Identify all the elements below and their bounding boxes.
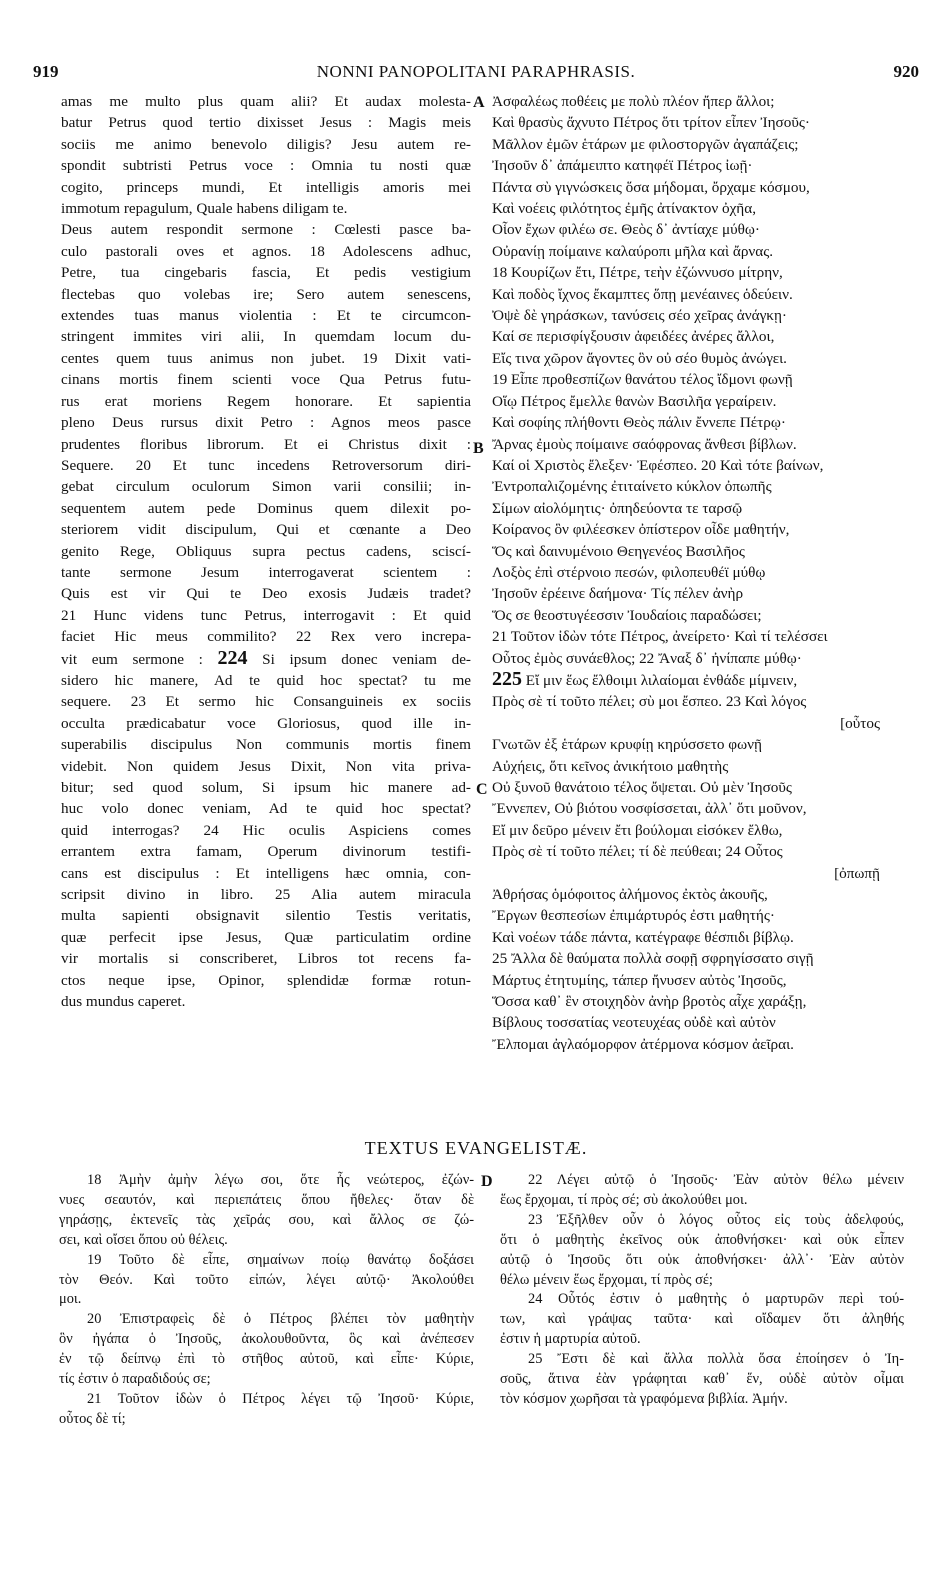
greek-verse-line: Γνωτῶν ἐξ ἑτάρων κρυφίῃ κηρύσσετο φωνῇ: [492, 736, 762, 754]
greek-verse-line: Σίμων αἰολόμητις· ὀπηδεύοντα τε ταρσῷ: [492, 499, 743, 517]
greek-verse-line: Λοξὸς ἐπὶ στέρνοιο πεσών, φιλοπευθέϊ μύθῳ: [492, 563, 766, 581]
greek-verse-line: 21 Τοῦτον ἰδὼν τότε Πέτρος, ἀνείρετο· Καὶ τί τελέσσει: [492, 628, 828, 646]
latin-line: occulta prædicabatur voce Gloriosus, quod ille in-: [61, 714, 471, 732]
latin-line: culo pastorali oves et agnos. 18 Adolescens adhuc,: [61, 242, 471, 260]
latin-line: steriorem vidit discipulum, Qui et cœnante a Deo: [61, 521, 471, 539]
latin-line: ctos neque ipse, Opinor, splendidæ formæ rotun-: [61, 971, 471, 989]
latin-line: Deus autem respondit sermone : Cœlesti pasce ba-: [61, 221, 471, 239]
latin-line: bitur; sed quod solum, Si ipsum hic manere ad-: [61, 779, 471, 796]
greek-verse-line: Οὗτος ἐμὸς συνάεθλος; 22 Ἄναξ δ᾽ ἠνίπαπε μύθῳ·: [492, 649, 802, 667]
latin-line: genito Rege, Obliquus supra pectus cadens, sciscí-: [61, 542, 471, 560]
greek-verse-line: Οἵῳ Πέτρος ἔμελλε θανὼν Βασιλῆα γεραίρειν.: [492, 392, 777, 410]
gospel-line: τίς ἐστιν ὁ παραδιδούς σε;: [59, 1371, 211, 1388]
greek-verse-line: Μάρτυς ἐτητυμίης, τάπερ ἤνυσεν αὐτὸς Ἰησοῦς,: [492, 971, 787, 989]
running-title: NONNI PANOPOLITANI PARAPHRASIS.: [316, 62, 636, 81]
greek-verse-line: Ὅς καὶ δαινυμένοιο Θεηγενέος Βασιλῆος: [492, 542, 745, 560]
latin-line: huc volo donec veniam, Ad te quid hoc spectat?: [61, 800, 471, 818]
gospel-line: γηράσῃς, ἐκτενεῖς τὰς χεῖράς σου, καὶ ἄλλος σε ζώ-: [59, 1211, 474, 1228]
greek-verse-line: Ἔννεπεν, Οὐ βιότου νοσφίσσεται, ἀλλ᾽ ὅτι μοῦνον,: [492, 800, 807, 818]
latin-line: [61, 648, 471, 670]
latin-line: stringent immites viri alii, In quemdam locum du-: [61, 328, 471, 346]
latin-line: spondit subtristi Petrus voce : Omnia tu nosti quæ: [61, 157, 471, 175]
margin-marker-d: D: [481, 1173, 493, 1190]
gospel-line: 22 Λέγει αὐτῷ ὁ Ἰησοῦς· Ἐὰν αὐτὸν θέλω μένειν: [528, 1172, 904, 1188]
greek-verse-line: Καὶ σοφίης πλήθοντι Θεὸς πάλιν ἔννεπε Πέτρῳ·: [492, 414, 786, 432]
margin-marker-c: C: [476, 781, 488, 798]
gospel-line: νυες σεαυτόν, καὶ περιεπάτεις ὅπου ἤθελες· ὅταν δὲ: [59, 1191, 474, 1208]
greek-verse-line: Ὅς σε θεοστυγέεσσιν Ἰουδαίοις παραδώσει;: [492, 606, 762, 624]
greek-verse-line: Πρὸς σὲ τί τοῦτο πέλει; σὺ μοι ἔσπεο. 23 Καὶ λόγος: [492, 693, 807, 711]
gospel-line: 19 Τοῦτο δὲ εἶπε, σημαίνων ποίῳ θανάτῳ δοξάσει: [87, 1251, 474, 1268]
greek-verse-line: [οὗτος: [840, 714, 880, 732]
greek-verse-line: Ὅσσα καθ᾽ ἓν στοιχηδὸν ἀνὴρ βροτὸς αἶχε χαράξῃ,: [492, 993, 807, 1011]
greek-verse-line: Πρὸς σὲ τί τοῦτο πέλει; τί δὲ πεύθεαι; 24 Οὗτος: [492, 843, 783, 861]
gospel-line: μοι.: [59, 1291, 82, 1308]
greek-verse-line: Ἀθρήσας ὁμόφοιτος ἀλήμονος ἐκτὸς ἀκουῆς,: [492, 886, 768, 904]
greek-verse-line: Καί σε περισφίγξουσιν ἀφειδέες ἀνέρες ἄλλοι,: [492, 328, 775, 346]
latin-line: Sequere. 20 Et tunc incedens Retroversorum diri-: [61, 456, 471, 474]
gospel-line: τὸν κόσμον χωρῆσαι τὰ γραφόμενα βιβλία. Ἀμήν.: [500, 1390, 788, 1407]
latin-line: flectebas quo volebas ire; Sero autem senescens,: [61, 285, 471, 303]
gospel-line: των, καὶ γράψας ταῦτα· καὶ οἴδαμεν ὅτι ἀληθής: [500, 1311, 904, 1328]
latin-line: vir mortalis si conscriberet, Libros tot recens fa-: [61, 950, 471, 968]
gospel-line: αὐτῷ ὁ Ἰησοῦς ὅτι οὐκ ἀποθνήσκει· ἀλλ᾽· Ἐὰν αὐτὸν: [500, 1251, 904, 1268]
latin-line: sociis me animo benevolo diligis? Jesu autem re-: [61, 135, 471, 153]
gospel-line: τὸν Θεόν. Καὶ τοῦτο εἰπών, λέγει αὐτῷ· Ἀκολούθει: [59, 1271, 474, 1288]
latin-line: multa sapienti obsignavit silentio Testis veritatis,: [61, 907, 471, 925]
gospel-text-left-column: [59, 1171, 474, 1430]
latin-line: errantem extra famam, Operum divinorum testifi-: [61, 843, 471, 861]
latin-line: prudentes floribus librorum. Et ei Christus dixit :: [61, 435, 471, 453]
latin-line: gebat circulum oculorum Simon varii consilii; in-: [61, 478, 471, 496]
latin-line: sequentem autem pede Dominus quem dilexit po-: [61, 499, 471, 517]
greek-paraphrase-column: [492, 91, 900, 1055]
latin-line: faciet Hic meus commilito? 22 Rex vero increpa-: [61, 628, 471, 646]
gospel-line: ἐστιν ἡ μαρτυρία αὐτοῦ.: [500, 1331, 641, 1348]
line-text: Εἴ μιν ἕως ἔλθοιμι λιλαίομαι ἐνθάδε μίμνειν,: [522, 671, 798, 689]
greek-verse-line: Καὶ νοέεις φιλότητος ἐμῆς ἀτίνακτον ὀχῆα,: [492, 200, 757, 218]
gospel-line: 18 Ἀμὴν ἀμὴν λέγω σοι, ὅτε ἦς νεώτερος, ἐζών-: [87, 1172, 474, 1188]
latin-line: extendes tuas manus violentia : Et te circumcon-: [61, 307, 471, 325]
latin-line: batur Petrus quod tertio dixisset Jesus : Magis meis: [61, 114, 471, 132]
gospel-line: ὅτι ὁ μαθητὴς ἐκεῖνος οὐκ ἀποθνήσκει· καὶ οὐκ εἶπεν: [500, 1231, 904, 1248]
greek-verse-line: Εἴς τινα χῶρον ἄγοντες ὃν οὐ σέο θυμὸς ἀνώγει.: [492, 349, 787, 367]
latin-line: Petre, tua cingebaris fascia, Et pedis vestigium: [61, 264, 471, 282]
greek-verse-line: Πάντα σὺ γιγνώσκεις ὅσα μήδομαι, ὄρχαμε κόσμου,: [492, 178, 810, 196]
latin-line: centes quem tuus animus non jubet. 19 Dixit vati-: [61, 349, 471, 367]
gospel-line: 23 Ἐξῆλθεν οὖν ὁ λόγος οὗτος εἰς τοὺς ἀδελφούς,: [528, 1211, 904, 1228]
latin-line: 21 Hunc videns tunc Petrus, interrogavit : Et quid: [61, 606, 471, 624]
gospel-line: ἐν τῷ δείπνῳ ἐπὶ τὸ στῆθος αὐτοῦ, καὶ εἶπε· Κύριε,: [59, 1351, 474, 1368]
line-text: Si ipsum donec veniam de-: [247, 650, 471, 668]
gospel-text-right-column: [500, 1171, 904, 1410]
latin-line: tante sermone Jesum interrogaverat scientem :: [61, 563, 471, 581]
greek-verse-line: Εἴ μιν δεῦρο μένειν ἔτι βούλομαι εἰσόκεν ἔλθω,: [492, 821, 783, 839]
latin-line: cogito, princeps mundi, Et intelligis amoris mei: [61, 178, 471, 196]
gospel-line: 24 Οὗτός ἐστιν ὁ μαθητὴς ὁ μαρτυρῶν περὶ τού-: [528, 1291, 904, 1308]
latin-translation-column: [61, 91, 471, 1012]
gospel-line: 20 Ἐπιστραφεὶς δὲ ὁ Πέτρος βλέπει τὸν μαθητὴν: [87, 1311, 474, 1328]
latin-line: amas me multo plus quam alii? Et audax molesta-: [61, 93, 471, 110]
line-text: vit eum sermone :: [61, 650, 218, 668]
greek-verse-line: [492, 669, 900, 691]
greek-verse-line: 18 Κουρίζων ἔτι, Πέτρε, τεὴν ἐζώννυσο μίτρην,: [492, 264, 783, 282]
latin-line: scripsit divino in libro. 25 Alia autem miracula: [61, 886, 471, 904]
latin-line: superabilis discipulus Non communis mortis finem: [61, 736, 471, 754]
greek-verse-line: [ὀπωπῇ: [834, 864, 880, 882]
gospel-line: 21 Τοῦτον ἰδὼν ὁ Πέτρος λέγει τῷ Ἰησοῦ· Κύριε,: [87, 1390, 474, 1407]
latin-line: videbit. Non quidem Jesus Dixit, Non vita priva-: [61, 757, 471, 775]
page-number-left: 919: [33, 62, 59, 81]
latin-line: Quis est vir Qui te Deo exosis Judæis tradet?: [61, 585, 471, 603]
greek-verse-line: Ἀσφαλέως ποθέεις με πολὺ πλέον ἤπερ ἄλλοι;: [492, 93, 775, 110]
gospel-line: οὗτος δὲ τί;: [59, 1410, 126, 1427]
latin-line: pleno Deus rursus dixit Petro : Agnos meos pasce: [61, 414, 471, 432]
latin-line: cans est discipulus : Et intelligens hæc omnia, con-: [61, 864, 471, 882]
greek-verse-line: Ὀψὲ δὲ γηράσκων, τανύσεις σέο χεῖρας ἀνάγκῃ·: [492, 307, 787, 325]
latin-line: cinans mortis finem scienti voce Qua Petrus futu-: [61, 371, 471, 389]
margin-marker-b: B: [473, 440, 484, 457]
greek-verse-line: Οὐ ξυνοῦ θανάτοιο τέλος ὄψεται. Οὐ μὲν Ἰησοῦς: [492, 779, 792, 796]
section-title: TEXTUS EVANGELISTÆ.: [364, 1138, 588, 1158]
greek-verse-line: Ἰησοῦν δ᾽ ἀπάμειπτο κατηφέϊ Πέτρος ἰωῇ·: [492, 157, 753, 175]
latin-line: sidero hic manere, Ad te quid hoc spectat? tu me: [61, 671, 471, 689]
greek-verse-line: 19 Εἶπε προθεσπίζων θανάτου τέλος ἴδμονι φωνῇ: [492, 371, 793, 389]
page-reference-number: 224: [217, 647, 248, 669]
latin-line: sequere. 23 Et sermo hic Consanguineis ex sociis: [61, 693, 471, 711]
latin-line: rus erat moriens Regem honorare. Et sapientia: [61, 392, 471, 410]
greek-verse-line: Ἔργων θεσπεσίων ἐπιμάρτυρός ἐστι μαθητής·: [492, 907, 775, 925]
gospel-line: σει, καὶ οἴσει ὅπου οὐ θέλεις.: [59, 1231, 228, 1248]
latin-line: quæ perfecit ipse Jesus, Quæ particulatim ordine: [61, 928, 471, 946]
greek-verse-line: Καὶ νοέων τάδε πάντα, κατέγραφε θέσπιδι βίβλῳ.: [492, 928, 794, 946]
greek-verse-line: Ἄρνας ἐμοὺς ποίμαινε σαόφρονας ἄνθεσι βίβλων.: [492, 435, 797, 453]
page-header: [33, 62, 919, 86]
greek-verse-line: Καὶ ποδὸς ἴχνος ἔκαμπτες ὅπῃ μενέαινες ὁδεύειν.: [492, 285, 793, 303]
latin-line: quid interrogas? 24 Hic oculis Aspiciens comes: [61, 821, 471, 839]
gospel-line: 25 Ἔστι δὲ καὶ ἄλλα πολλὰ ὅσα ἐποίησεν ὁ Ἰη-: [528, 1351, 904, 1368]
greek-verse-line: Οἷον ἔχων φιλέω σε. Θεὸς δ᾽ ἀντίαχε μύθῳ·: [492, 221, 760, 239]
greek-verse-line: 25 Ἄλλα δὲ θαύματα πολλὰ σοφῇ σφρηγίσσατο σιγῇ: [492, 950, 814, 968]
gospel-line: ἕως ἔρχομαι, τί πρὸς σέ; σὺ ἀκολούθει μοι.: [500, 1191, 748, 1208]
page-reference-number: 225: [492, 668, 522, 690]
margin-marker-a: A: [473, 94, 485, 111]
greek-verse-line: Ἔλπομαι ἀγλαόμορφον ἀτέρμονα κόσμον ἀεῖραι.: [492, 1035, 794, 1053]
greek-verse-line: Καὶ θρασὺς ἄχνυτο Πέτρος ὅτι τρίτον εἶπεν Ἰησοῦς·: [492, 114, 810, 132]
greek-verse-line: Ἰησοῦν ἐρέεινε δαήμονα· Τίς πέλεν ἀνὴρ: [492, 585, 744, 603]
greek-verse-line: Βίβλους τοσσατίας νεοτευχέας οὐδὲ καὶ αὐτὸν: [492, 1014, 776, 1032]
gospel-line: ὃν ἠγάπα ὁ Ἰησοῦς, ἀκολουθοῦντα, ὃς καὶ ἀνέπεσεν: [59, 1331, 474, 1348]
greek-verse-line: Αὐχήεις, ὅτι κεῖνος ἀνικήτοιο μαθητὴς: [492, 757, 729, 775]
greek-verse-line: Καί οἱ Χριστὸς ἔλεξεν· Ἐφέσπεο. 20 Καὶ τότε βαίνων,: [492, 456, 824, 474]
gospel-line: θέλω μένειν ἕως ἔρχομαι, τί πρὸς σέ;: [500, 1271, 713, 1288]
greek-verse-line: Ἐντροπαλιζομένης ἐτιταίνετο κύκλον ὀπωπῆς: [492, 478, 772, 496]
gospel-line: σοῦς, ἅτινα ἐὰν γράφηται καθ᾽ ἕν, οὐδὲ αὐτὸν οἶμαι: [500, 1371, 904, 1388]
latin-line: immotum repagulum, Quale habens diligam te.: [61, 200, 348, 218]
greek-verse-line: Κοίρανος ὃν φιλέεσκεν ὀπίστερον οἶδε μαθητήν,: [492, 521, 790, 539]
latin-line: dus mundus caperet.: [61, 993, 186, 1011]
page-number-right: 920: [893, 62, 919, 81]
greek-verse-line: Οὐρανίῃ ποίμαινε καλαύροπι μῆλα καὶ ἄρνας.: [492, 242, 774, 260]
greek-verse-line: Μᾶλλον ἐμῶν ἑτάρων με φιλοστοργῶν ἀγαπάζεις;: [492, 135, 799, 153]
